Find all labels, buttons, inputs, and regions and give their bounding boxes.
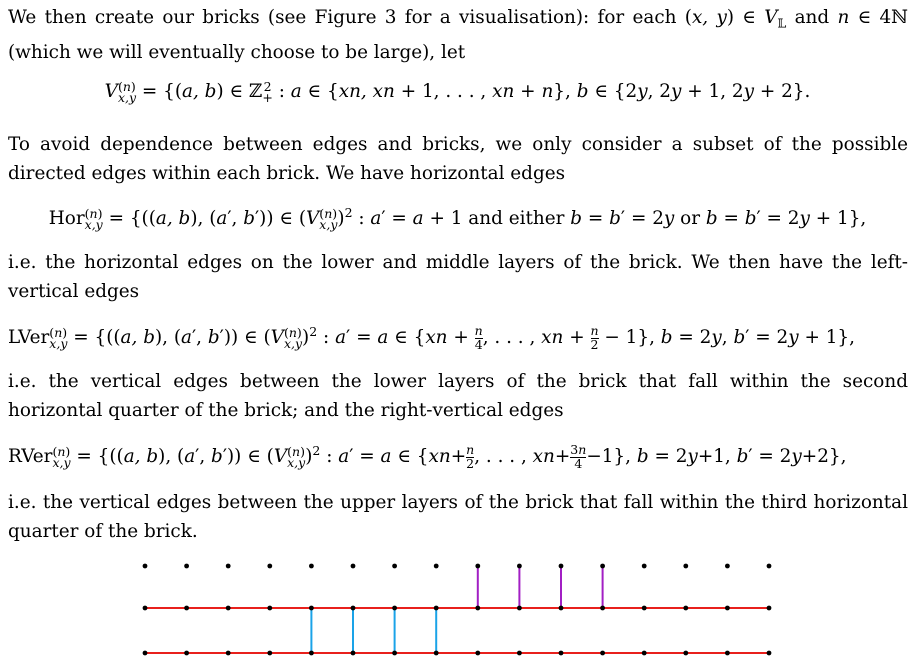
- vertex: [475, 564, 480, 569]
- vertex: [683, 651, 688, 656]
- vertex: [642, 564, 647, 569]
- vertex: [600, 564, 605, 569]
- vertex: [767, 564, 772, 569]
- vertex: [226, 606, 231, 611]
- vertex: [559, 606, 564, 611]
- equation-rver: RVer (n) x,y = {((a, b), (a′, b′)) ∈ (V (n) x,y )$^2$ : a′ = a ∈ {xn+ $\frac{n}{2}$ , . . . , xn+ $\frac{3n}{4}$ −1}, b = 2y+1, b′ = 2y+2},: [8, 442, 847, 471]
- vertex: [392, 651, 397, 656]
- vertex: [434, 606, 439, 611]
- vertex: [309, 606, 314, 611]
- vertex: [725, 651, 730, 656]
- paragraph-rver-desc: [8, 488, 908, 546]
- vertex: [600, 606, 605, 611]
- vertex: [226, 564, 231, 569]
- vertex: [184, 606, 189, 611]
- vertex: [517, 651, 522, 656]
- vertex: [434, 564, 439, 569]
- vertex: [309, 564, 314, 569]
- vertex: [517, 606, 522, 611]
- vertex: [392, 606, 397, 611]
- vertex: [267, 606, 272, 611]
- paragraph-intro: [8, 3, 908, 67]
- vertex: [683, 564, 688, 569]
- vertex: [267, 564, 272, 569]
- paragraph-edges: [8, 130, 908, 188]
- paragraph-edges-text: To avoid dependence between edges and bricks, we only consider a subset of the possible directed edges within each brick. We have horizontal edges: [8, 134, 908, 184]
- vertex: [642, 606, 647, 611]
- vertex: [475, 651, 480, 656]
- vertex: [143, 564, 148, 569]
- vertex: [683, 606, 688, 611]
- paragraph-hor-desc: [8, 248, 908, 306]
- vertex: [267, 651, 272, 656]
- paragraph-intro-text: We then create our bricks (see Figure 3 for a visualisation): for each (x, y) ∈ $V_𝕃$ and n ∈ 4ℕ (which we will eventually choose to be large), let: [8, 7, 908, 63]
- equation-lver: LVer (n) x,y = {((a, b), (a′, b′)) ∈ (V (n) x,y )$^2$ : a′ = a ∈ {xn + $\frac{n}{4}$ , . . . , xn + $\frac{n}{2}$ − 1}, b = 2y, b′ = 2y + 1},: [8, 323, 855, 352]
- vertex: [226, 651, 231, 656]
- paragraph-lver-desc: [8, 367, 908, 425]
- vertex: [351, 564, 356, 569]
- vertex: [725, 564, 730, 569]
- vertex: [767, 651, 772, 656]
- vertex: [642, 651, 647, 656]
- vertex: [309, 651, 314, 656]
- vertex: [559, 651, 564, 656]
- vertex: [600, 651, 605, 656]
- vertex: [559, 564, 564, 569]
- vertex: [351, 651, 356, 656]
- vertex: [351, 606, 356, 611]
- vertex: [184, 651, 189, 656]
- brick-figure: [0, 556, 915, 661]
- vertex: [143, 651, 148, 656]
- equation-hor: Hor (n) x,y = {((a, b), (a′, b′)) ∈ (V (n) x,y )$^2$ : a′ = a + 1 and either b = b′ = 2y or b = b′ = 2y + 1},: [48, 205, 867, 233]
- vertex: [475, 606, 480, 611]
- paragraph-lver-desc-text: i.e. the vertical edges between the lower layers of the brick that fall within the second horizontal quarter of the brick; and the right-vertical edges: [8, 371, 908, 421]
- equation-brick: V (n) x,y = {(a, b) ∈ ℤ 2 + : a ∈ {xn, xn + 1, . . . , xn + n}, b ∈ {2y, 2y + 1, 2y + 2}.: [104, 78, 811, 105]
- vertex: [392, 564, 397, 569]
- vertex: [725, 606, 730, 611]
- paragraph-rver-desc-text: i.e. the vertical edges between the upper layers of the brick that fall within the third horizontal quarter of the brick.: [8, 492, 908, 542]
- paragraph-hor-desc-text: i.e. the horizontal edges on the lower and middle layers of the brick. We then have the left-vertical edges: [8, 252, 908, 302]
- vertex: [184, 564, 189, 569]
- vertex: [767, 606, 772, 611]
- vertex: [517, 564, 522, 569]
- vertex: [434, 651, 439, 656]
- vertex: [143, 606, 148, 611]
